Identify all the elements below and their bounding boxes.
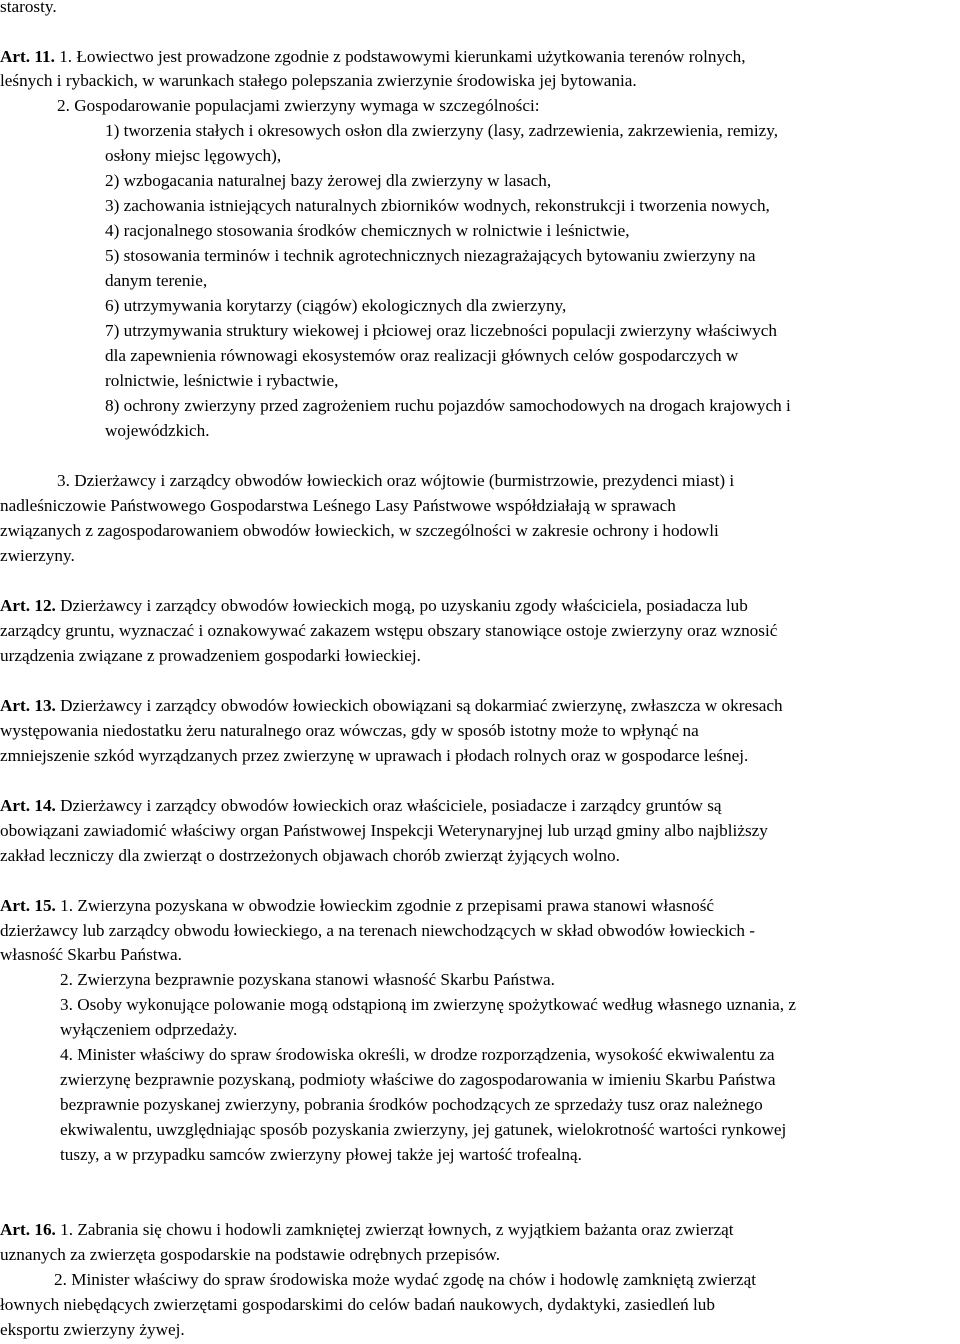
text-line: Dzierżawcy i zarządcy obwodów łowieckich oraz właściciele, posiadacze i zarządcy gruntów są [55, 796, 722, 815]
text-line: leśnych i rybackich, w warunkach stałego polepszania zwierzynie środowiska jej bytowania. [0, 71, 637, 90]
text-line: eksportu zwierzyny żywej. [0, 1320, 185, 1339]
paragraph-art-11-3: 3. Dzierżawcy i zarządcy obwodów łowieckich oraz wójtowie (burmistrzowie, prezydenci miast) i [57, 471, 735, 490]
article-label: Art. 11. [0, 47, 55, 66]
text-line: osłony miejsc lęgowych), [105, 146, 282, 165]
text-line: 4. Minister właściwy do spraw środowiska określi, w drodze rozporządzenia, wysokość ekwiwalentu za [60, 1045, 775, 1064]
text-line: dzierżawcy lub zarządcy obwodu łowieckiego, a na terenach niewchodzących w skład obwodów łowieckich - [0, 921, 755, 940]
paragraph-art-16 [0, 1218, 734, 1243]
paragraph-art-12 [0, 594, 748, 619]
text-line: związanych z zagospodarowaniem obwodów łowieckich, w szczególności w zakresie ochrony i hodowli [0, 521, 719, 540]
text-line: uznanych za zwierzęta gospodarskie na podstawie odrębnych przepisów. [0, 1245, 500, 1264]
text-line: zwierzyny. [0, 546, 75, 565]
text-line: 1. Zwierzyna pozyskana w obwodzie łowieckim zgodnie z przepisami prawa stanowi własność [55, 896, 715, 915]
text-line: zwierzynę bezprawnie pozyskaną, podmioty właściwe do zagospodarowania w imieniu Skarbu Państwa [60, 1070, 776, 1089]
text-line: danym terenie, [105, 271, 208, 290]
list-item-6: 6) utrzymywania korytarzy (ciągów) ekologicznych dla zwierzyny, [105, 296, 567, 315]
article-label: Art. 12. [0, 596, 56, 615]
text-line: zarządcy gruntu, wyznaczać i oznakowywać zakazem wstępu obszary stanowiące ostoje zwierzyny oraz wznosić [0, 621, 778, 640]
article-label: Art. 15. [0, 896, 56, 915]
text-line: 2. Gospodarowanie populacjami zwierzyny wymaga w szczególności: [57, 96, 540, 115]
article-label: Art. 16. [0, 1220, 56, 1239]
text-line: tuszy, a w przypadku samców zwierzyny płowej także jej wartość trofealną. [60, 1145, 582, 1164]
list-item-4: 4) racjonalnego stosowania środków chemicznych w rolnictwie i leśnictwie, [105, 221, 630, 240]
text-line: wojewódzkich. [105, 421, 210, 440]
text-line: starosty. [0, 0, 57, 16]
text-line: zakład leczniczy dla zwierząt o dostrzeżonych objawach chorób zwierząt żyjących wolno. [0, 846, 620, 865]
text-line: 1. Zabrania się chowu i hodowli zamkniętej zwierząt łownych, z wyjątkiem bażanta oraz zwierząt [55, 1220, 734, 1239]
text-line: występowania niedostatku żeru naturalnego oraz wówczas, gdy w sposób istotny może to wpłynąć na [0, 721, 699, 740]
list-item-3: 3) zachowania istniejących naturalnych zbiorników wodnych, rekonstrukcji i tworzenia nowych, [105, 196, 770, 215]
text-line: urządzenia związane z prowadzeniem gospodarki łowieckiej. [0, 646, 421, 665]
text-line: 3. Osoby wykonujące polowanie mogą odstąpioną im zwierzynę spożytkować według własnego uznania, z [60, 995, 796, 1014]
text-line: ekwiwalentu, uwzględniając sposób pozyskania zwierzyny, jej gatunek, wielokrotność wartości rynkowej [60, 1120, 787, 1139]
text-line: bezprawnie pozyskanej zwierzyny, pobrania środków pochodzących ze sprzedaży tusz oraz należnego [60, 1095, 763, 1114]
article-label: Art. 13. [0, 696, 56, 715]
text-line: obowiązani zawiadomić właściwy organ Państwowej Inspekcji Weterynaryjnej lub urząd gminy albo najbliższy [0, 821, 768, 840]
text-line: 2. Minister właściwy do spraw środowiska może wydać zgodę na chów i hodowlę zamkniętą zwierząt [54, 1270, 757, 1289]
text-line: łownych niebędących zwierzętami gospodarskimi do celów badań naukowych, dydaktyki, zasiedleń lub [0, 1295, 715, 1314]
paragraph-art-15 [0, 894, 714, 919]
text-line: własność Skarbu Państwa. [0, 945, 182, 964]
text-line: 2. Zwierzyna bezprawnie pozyskana stanowi własność Skarbu Państwa. [60, 970, 555, 989]
paragraph-art-14 [0, 794, 722, 819]
text-line: wyłączeniem odprzedaży. [60, 1020, 238, 1039]
section-number: 1. [54, 47, 73, 66]
paragraph-art-11 [0, 45, 746, 70]
text-line: nadleśniczowie Państwowego Gospodarstwa Leśnego Lasy Państwowe współdziałają w sprawach [0, 496, 676, 515]
text-line: Łowiectwo jest prowadzone zgodnie z podstawowymi kierunkami użytkowania terenów rolnych, [72, 47, 746, 66]
list-item-8: 8) ochrony zwierzyny przed zagrożeniem ruchu pojazdów samochodowych na drogach krajowych i [105, 396, 791, 415]
list-item-5: 5) stosowania terminów i technik agrotechnicznych niezagrażających bytowaniu zwierzyny na [105, 246, 756, 265]
text-line: rolnictwie, leśnictwie i rybactwie, [105, 371, 339, 390]
text-line: Dzierżawcy i zarządcy obwodów łowieckich mogą, po uzyskaniu zgody właściciela, posiadacza lub [55, 596, 748, 615]
article-label: Art. 14. [0, 796, 56, 815]
list-item-2: 2) wzbogacania naturalnej bazy żerowej dla zwierzyny w lasach, [105, 171, 552, 190]
text-line: dla zapewnienia równowagi ekosystemów oraz realizacji głównych celów gospodarczych w [105, 346, 739, 365]
paragraph-art-13 [0, 694, 783, 719]
text-line: Dzierżawcy i zarządcy obwodów łowieckich obowiązani są dokarmiać zwierzynę, zwłaszcza w okresach [55, 696, 783, 715]
text-line: zmniejszenie szkód wyrządzanych przez zwierzynę w uprawach i płodach rolnych oraz w gospodarce leśnej. [0, 746, 749, 765]
list-item-7: 7) utrzymywania struktury wiekowej i płciowej oraz liczebności populacji zwierzyny właściwych [105, 321, 777, 340]
list-item-1: 1) tworzenia stałych i okresowych osłon dla zwierzyny (lasy, zadrzewienia, zakrzewienia, remizy, [105, 121, 779, 140]
